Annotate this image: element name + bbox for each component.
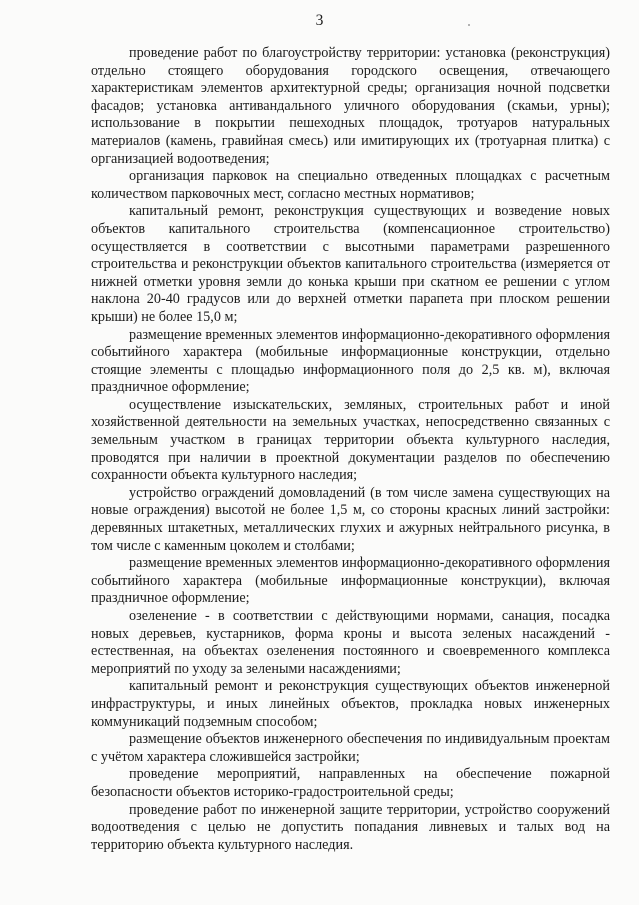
paragraph-temporary-decor: размещение временных элементов информационно-декоративного оформления событийного характера (мобильные информационные конструкции, отдельно стоящие элементы с площадью информационного поля до 2,5 кв. м), включая праздничное оформление; [91, 326, 610, 396]
paragraph-parking: организация парковок на специально отведенных площадках с расчетным количеством парковочных мест, согласно местных нормативов; [91, 168, 610, 202]
paragraph-greening: озеленение - в соответствии с действующими нормами, санация, посадка новых деревьев, кустарников, форма кроны и высота зеленых насаждений - естественная, на объектах озеленения постоянного и своевременного комплекса мероприятий по уходу за зелеными насаждениями; [91, 608, 610, 677]
paragraph-engineering-protection: проведение работ по инженерной защите территории, устройство сооружений водоотведения с целью не допустить попадания ливневых и талых вод на территорию объекта культурного наследия. [91, 801, 610, 853]
paragraph-fire-safety: проведение мероприятий, направленных на обеспечение пожарной безопасности объектов историко-градостроительной среды; [91, 766, 610, 800]
paragraph-capital-construction: капитальный ремонт, реконструкция существующих и возведение новых объектов капитального строительства (компенсационное строительство) осуществляется в соответствии с высотными параметрами разрешенного строительства и реконструкции объектов капитального строительства (измеряется от нижней отметки уровня земли до конька крыши при скатном ее решении с углом наклона 20-40 градусов или до верхней отметки парапета при плоском решении крыши) не более 15,0 м; [91, 203, 610, 325]
page-number: 3 [315, 12, 324, 29]
paragraph-earthworks: осуществление изыскательских, земляных, строительных работ и иной хозяйственной деятельности на земельных участках, непосредственно связанных с земельным участком в границах территории объекта культурного наследия, проводятся при наличии в проектной документации разделов по обеспечению сохранности объекта культурного наследия; [91, 396, 610, 484]
paragraph-fences: устройство ограждений домовладений (в том числе замена существующих на новые ограждения) высотой не более 1,5 м, со стороны красных линий застройки: деревянных штакетных, металлических глухих и ажурных нейтрального рисунка, в том числе с каменным цоколем и столбами; [91, 484, 610, 554]
paragraph-landscaping: проведение работ по благоустройству территории: установка (реконструкция) отдельно стоящего оборудования городского освещения, отвечающего характеристикам элементов архитектурной среды; организация ночной подсветки фасадов; установка антивандального уличного оборудования (скамьи, урны); использование в покрытии пешеходных площадок, тротуаров натуральных материалов (камень, гравийная смесь) или имитирующих их (тротуарная плитка) с организацией водоотведения; [91, 45, 610, 167]
paragraph-temporary-decor-mobile: размещение временных элементов информационно-декоративного оформления событийного характера (мобильные информационные конструкции), включая праздничное оформление; [91, 555, 610, 607]
document-body [91, 45, 610, 854]
scan-speck [468, 24, 470, 26]
paragraph-infrastructure: капитальный ремонт и реконструкция существующих объектов инженерной инфраструктуры, и иных линейных объектов, прокладка новых инженерных коммуникаций подземным способом; [91, 678, 610, 730]
paragraph-engineering-facilities: размещение объектов инженерного обеспечения по индивидуальным проектам с учётом характера сложившейся застройки; [91, 731, 610, 765]
